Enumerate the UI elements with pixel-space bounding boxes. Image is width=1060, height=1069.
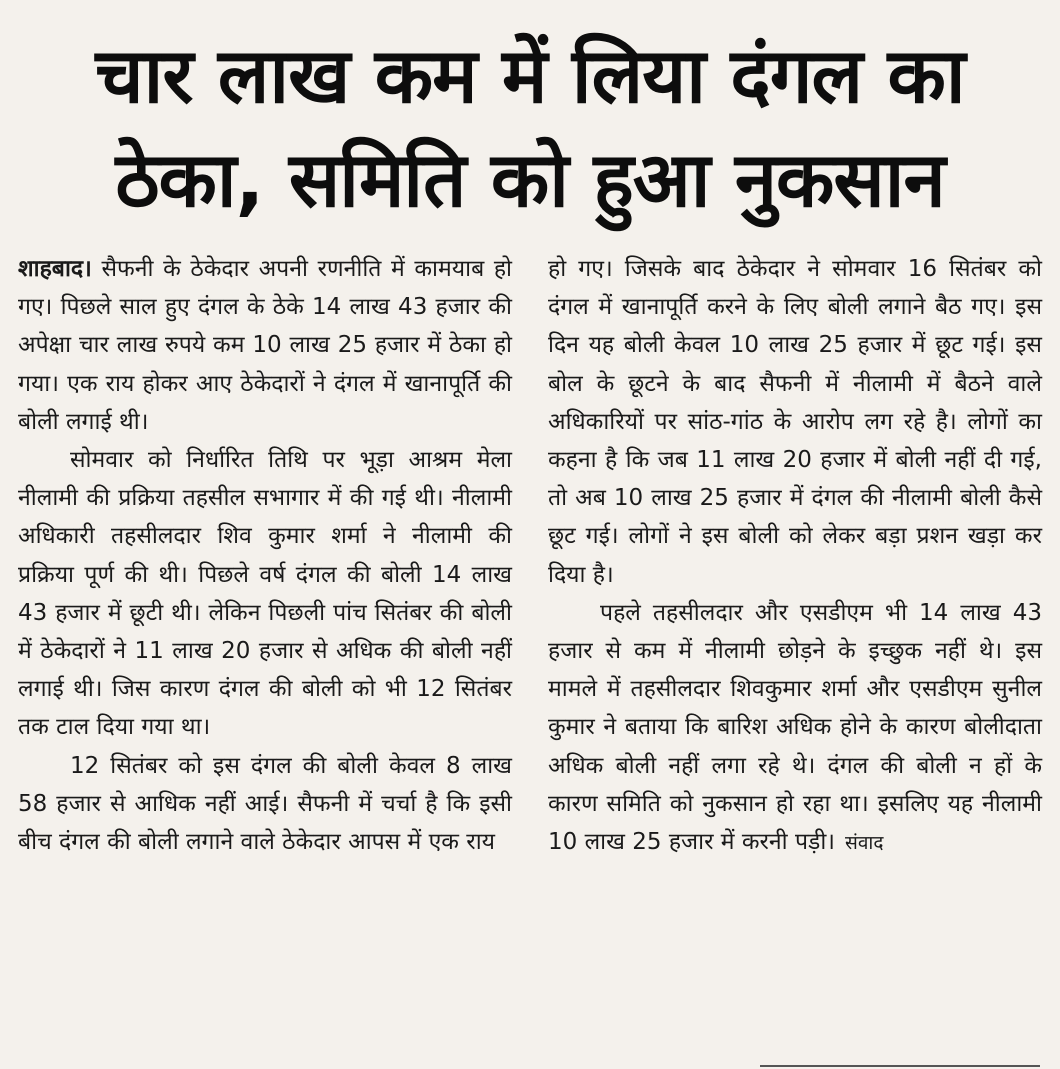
headline [18,24,1042,232]
paragraph-text: सैफनी के ठेकेदार अपनी रणनीति में कामयाब हो गए। पिछले साल हुए दंगल के ठेके 14 लाख 43 हजार की अपेक्षा चार लाख रुपये कम 10 लाख 25 हजार में ठेका हो गया। एक राय होकर आए ठेकेदारों ने दंगल में खानापूर्ति की बोली लगाई थी। [18,256,512,435]
paragraph-text: पहले तहसीलदार और एसडीएम भी 14 लाख 43 हजार से कम में नीलामी छोड़ने के इच्छुक नहीं थे। इस मामले में तहसीलदार शिवकुमार शर्मा और एसडीएम सुनील कुमार ने बताया कि बारिश अधिक होने के कारण बोलीदाता अधिक बोली नहीं लगा रहे थे। दंगल की बोली न हों के कारण समिति को नुकसान हो रहा था। इसलिए यह नीलामी 10 लाख 25 हजार में करनी पड़ी। [548,599,1042,856]
paragraph: हो गए। जिसके बाद ठेकेदार ने सोमवार 16 सितंबर को दंगल में खानापूर्ति करने के लिए बोली लगाने बैठ गए। इस दिन यह बोली केवल 10 लाख 25 हजार में छूट गई। इस बोल के छूटने के बाद सैफनी में नीलामी में बैठने वाले अधिकारियों पर सांठ-गांठ के आरोप लग रहे है। लोगों का कहना है कि जब 11 लाख 20 हजार में बोली नहीं दी गई, तो अब 10 लाख 25 हजार में दंगल की नीलामी बोली कैसे छूट गई। लोगों ने इस बोली को लेकर बड़ा प्रशन खड़ा कर दिया है। [548,256,1042,588]
column-left [18,250,512,862]
column-right [548,250,1042,862]
headline-line-2: ठेका, समिति को हुआ नुकसान [115,135,945,224]
reporter-credit: संवाद [845,832,884,855]
dateline: शाहबाद। [18,256,92,282]
paragraph: सोमवार को निर्धारित तिथि पर भूड़ा आश्रम मेला नीलामी की प्रक्रिया तहसील सभागार में की गई थी। नीलामी अधिकारी तहसीलदार शिव कुमार शर्मा ने नीलामी की प्रक्रिया पूर्ण की थी। पिछले वर्ष दंगल की बोली 14 लाख 43 हजार में छूटी थी। लेकिन पिछली पांच सितंबर की बोली में ठेकेदारों ने 11 लाख 20 हजार से अधिक की बोली नहीं लगाई थी। जिस कारण दंगल की बोली को भी 12 सितंबर तक टाल दिया गया था। [18,447,512,741]
article-columns [18,250,1042,862]
paragraph [548,594,1042,862]
paragraph [18,250,512,441]
headline-line-1: चार लाख कम में लिया दंगल का [95,31,965,120]
bottom-rule [760,1065,1040,1067]
paragraph: 12 सितंबर को इस दंगल की बोली केवल 8 लाख 58 हजार से आधिक नहीं आई। सैफनी में चर्चा है कि इसी बीच दंगल की बोली लगाने वाले ठेकेदार आपस में एक राय [18,752,512,856]
